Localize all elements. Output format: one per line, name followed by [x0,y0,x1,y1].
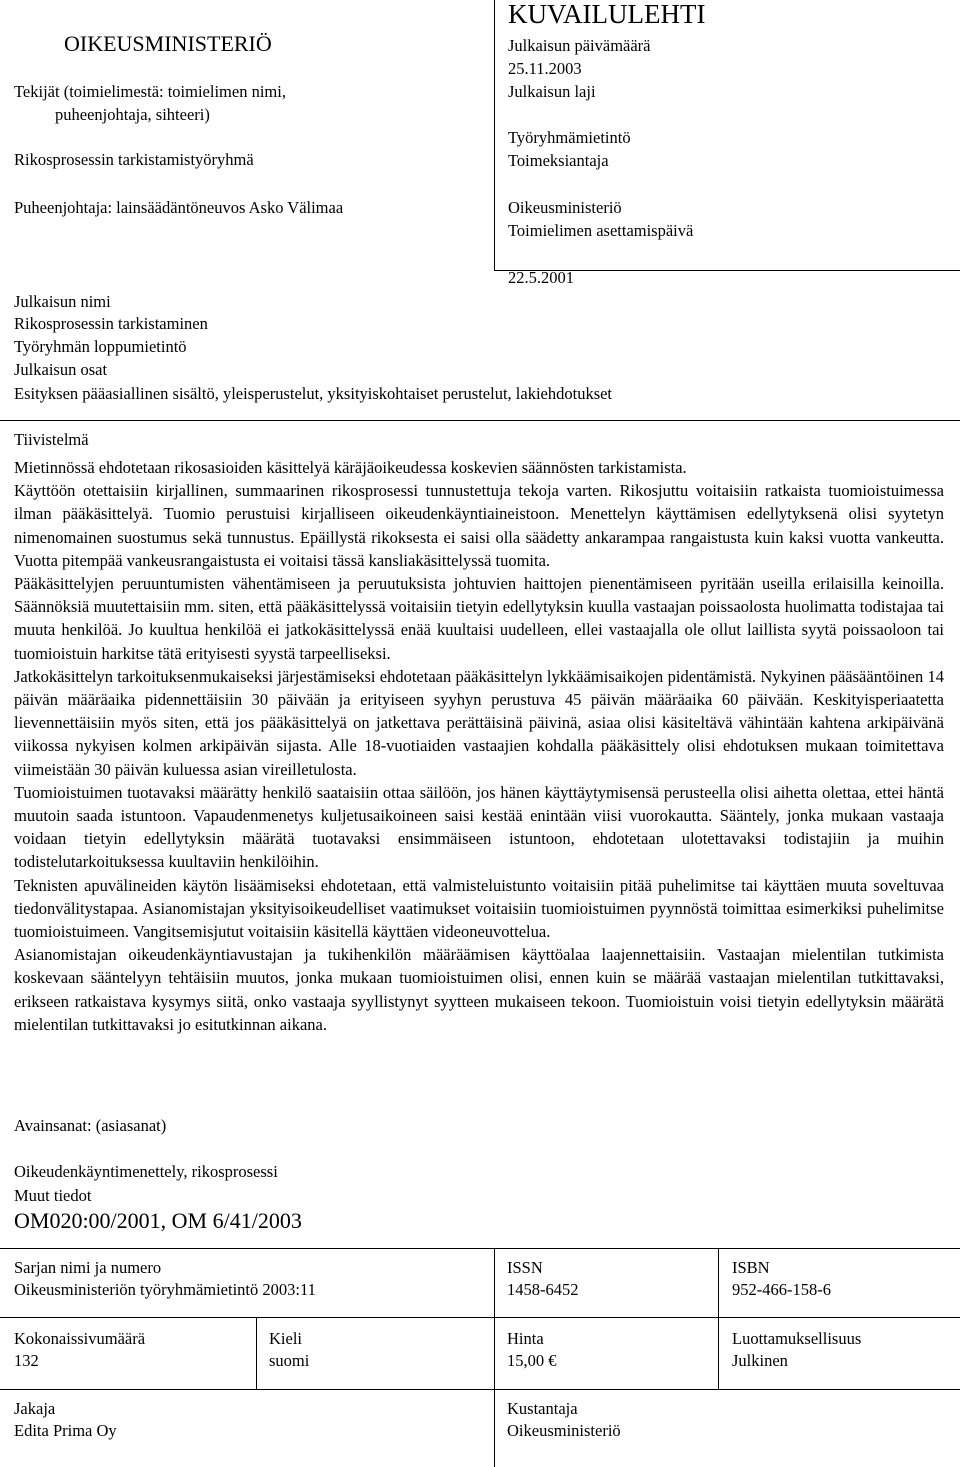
authors-label-line1: Tekijät (toimielimestä: toimielimen nimi, [14,82,286,101]
header-divider-vertical [494,0,495,270]
pages-label: Kokonaissivumäärä [14,1329,146,1348]
abstract-paragraph: Tuomioistuimen tuotavaksi määrätty henkilö saataisiin ottaa säilöön, jos hänen käyttäytymisensä perusteella olisi aihetta olettaa, ettei häntä muutoin saada istuntoon. Vapaudenmenetys kuljetusaikoineen saisi kestää enintään viisi vuorokautta. Sääntely, jonka mukaan vastaaja voidaan tietyin edellytyksin määrätä tuotavaksi ensimmäiseen istuntoon, ehdotetaan ulotettavaksi todistajiin ja muihin todistelutarkoituksessa kuultaviin henkilöihin. [14,782,944,872]
series-cell [14,1257,316,1301]
abstract-paragraph: Käyttöön otettaisiin kirjallinen, summaarinen rikosprosessi tunnustettuja tekoja varten. Rikosjuttu voitaisiin ratkaista tuomioistuimessa ilman pääkäsittelyä. Tuomio perustuisi kirjalliseen oikeudenkäyntiaineistoon. Menettelyn käyttämisen edellytyksenä olisi syytetyn nimenomainen suostumus sekä tunnustus. Epäillystä rikoksesta ei saisi olla säädetty ankarampaa rangaistusta kuin kaksi vuotta vankeutta. Vuotta pitempää vankeusrangaistusta ei voitaisi tässä kansliakäsittelyssä tuomita. [14,481,944,570]
abstract-paragraph: Jatkokäsittelyn tarkoituksenmukaiseksi järjestämiseksi ehdotetaan pääkäsittelyn lykkäämisaikojen pidentämistä. Nykyinen pääsääntöinen 14 päivän määräaika pidennettäisiin 30 päivään ja erityiseen syyhyn perustuva 45 päivän määräaika 60 päivään. Keskityisperiaatetta lievennettäisiin myös siten, että jos pääkäsittelyä on jatkettava perättäisinä päivinä, asiaa olisi käsiteltävä vähintään kahtena arkipäivänä viikossa nykyisen kolmen arkipäivän sijasta. Alle 18-vuotiaiden vastaajien kohdalla pääkäsittely olisi ehdotuksen mukaan toimitettava viimeistään 30 päivän kuluessa asian vireilletulosta. [14,666,944,779]
isbn-value: 952-466-158-6 [732,1280,831,1299]
language-cell [269,1328,309,1372]
distributor-label: Jakaja [14,1399,56,1418]
pub-name-label: Julkaisun nimi [14,292,111,311]
price-value: 15,00 € [507,1351,557,1370]
commissioner-label: Toimeksiantaja [508,151,609,170]
abstract-top-rule [0,420,960,421]
abstract-body [14,456,944,1036]
language-label: Kieli [269,1329,302,1348]
appointed-date: 22.5.2001 [508,268,574,287]
pub-type-label: Julkaisun laji [508,82,596,101]
other-info-value: OM020:00/2001, OM 6/41/2003 [14,1208,302,1233]
publisher-cell [507,1398,621,1442]
footer-row3-rule [0,1389,960,1390]
authors-label-line2: puheenjohtaja, sihteeri) [55,105,210,124]
price-label: Hinta [507,1329,544,1348]
abstract-paragraph: Teknisten apuvälineiden käytön lisäämiseksi ehdotetaan, että valmisteluistunto voitaisiin pitää puhelimitse tai käyttäen muuta soveltuvaa tiedonvälitystapaa. Asianomistajan yksityisoikeudelliset vaatimukset voitaisiin tuomioistuimen pyynnöstä toimittaa esimerkiksi puhelimitse tuomioistuimeen. Vangitsemisjutut voitaisiin käsitellä käyttäen videoneuvottelua. [14,875,944,942]
working-group-name: Rikosprosessin tarkistamistyöryhmä [14,150,254,169]
pub-type: Työryhmämietintö [508,128,631,147]
pub-name-line2: Työryhmän loppumietintö [14,337,187,356]
publisher-label: Kustantaja [507,1399,578,1418]
footer-vertical-1 [256,1317,257,1389]
other-info-label: Muut tiedot [14,1186,92,1205]
appointed-label: Toimielimen asettamispäivä [508,221,694,240]
document-title: KUVAILULEHTI [508,0,706,29]
pub-parts: Esityksen pääasiallinen sisältö, yleisperustelut, yksityiskohtaiset perustelut, lakiehdotukset [14,384,613,403]
chair-name: Puheenjohtaja: lainsäädäntöneuvos Asko Välimaa [14,198,344,217]
abstract-paragraph: Mietinnössä ehdotetaan rikosasioiden käsittelyä käräjäoikeudessa koskevien säännösten tarkistamista. [14,458,687,477]
distributor-cell [14,1398,117,1442]
footer-top-rule [0,1248,960,1249]
pub-name-line1: Rikosprosessin tarkistaminen [14,314,208,333]
ministry-name: OIKEUSMINISTERIÖ [64,31,272,56]
issn-label: ISSN [507,1258,543,1277]
confidentiality-label: Luottamuksellisuus [732,1329,862,1348]
pages-cell [14,1328,145,1372]
confidentiality-cell [732,1328,861,1372]
issn-cell [507,1257,579,1301]
isbn-label: ISBN [732,1258,770,1277]
distributor-value: Edita Prima Oy [14,1421,117,1440]
abstract-label: Tiivistelmä [14,430,89,449]
pages-value: 132 [14,1351,39,1370]
abstract-paragraph: Pääkäsittelyjen peruuntumisten vähentämiseen ja peruutuksista johtuvien haittojen pienentämiseen pyritään useilla erilaisilla keinoilla. Säännöksiä muutettaisiin mm. siten, että pääkäsittelyssä voitaisiin tietyin edellytyksin kuulla vastaajan poissaolosta huolimatta todistajaa tai muuta henkilöä. Jo kuultua henkilöä ei jatkokäsittelyssä enää kuultaisi uudelleen, ellei vastaajalla ole ollut laillista syytä poissaoloon tai tuomioistuin harkitse tätä erityisesti syystä tarpeelliseksi. [14,574,944,663]
isbn-cell [732,1257,831,1301]
footer-vertical-2 [494,1248,495,1467]
pub-date-label: Julkaisun päivämäärä [508,36,651,55]
abstract-paragraph: Asianomistajan oikeudenkäyntiavustajan ja tukihenkilön määräämisen käyttöalaa laajennettaisiin. Vastaajan mielentilan tutkimista koskevaan sääntelyyn tehtäisiin muutos, jonka mukaan tuomioistuimen olisi, ennen kuin se määrää vastaajan mielentilan tutkittavaksi, erikseen ratkaistava kysymys siitä, onko vastaaja syyllistynyt syytteen mukaiseen tekoon. Tuomioistuin voisi tietyin edellytyksin määrätä mielentilan tutkittavaksi jo esitutkinnan aikana. [14,945,944,1034]
issn-value: 1458-6452 [507,1280,579,1299]
pub-date: 25.11.2003 [508,59,582,78]
footer-vertical-3 [718,1248,719,1389]
confidentiality-value: Julkinen [732,1351,788,1370]
price-cell [507,1328,557,1372]
publisher-value: Oikeusministeriö [507,1421,621,1440]
series-value: Oikeusministeriön työryhmämietintö 2003:11 [14,1280,316,1299]
pub-parts-label: Julkaisun osat [14,360,108,379]
language-value: suomi [269,1351,310,1370]
keywords-value: Oikeudenkäyntimenettely, rikosprosessi [14,1162,278,1181]
footer-row2-rule [0,1317,960,1318]
commissioner: Oikeusministeriö [508,198,622,217]
series-label: Sarjan nimi ja numero [14,1258,162,1277]
keywords-label: Avainsanat: (asiasanat) [14,1116,167,1135]
